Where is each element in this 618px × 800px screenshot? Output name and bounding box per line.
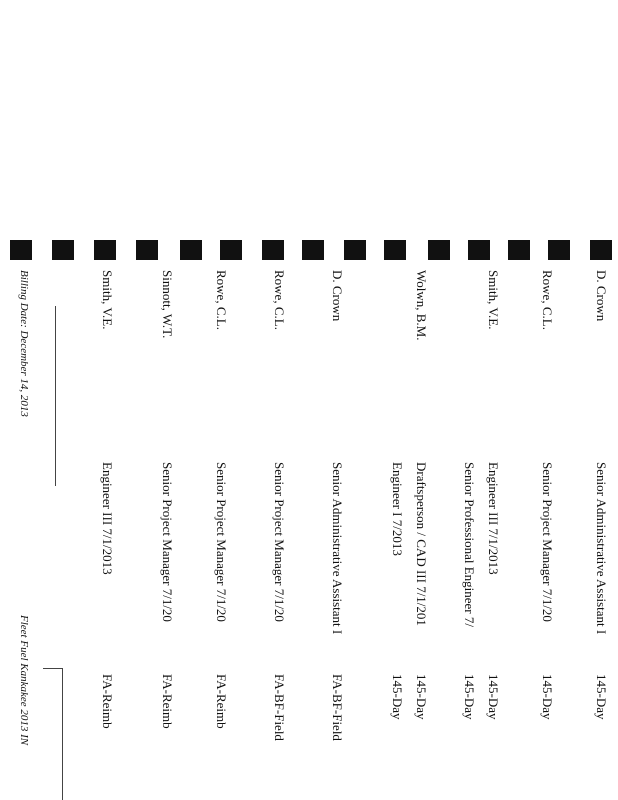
position-title: Senior Project Manager 7/1/20 xyxy=(272,462,287,622)
table-row xyxy=(326,270,348,800)
employee-name: D. Crown xyxy=(594,270,609,322)
billing-code: 145-Day xyxy=(540,674,555,720)
row-marker xyxy=(136,240,158,260)
row-marker xyxy=(468,240,490,260)
billing-code: 145-Day xyxy=(414,674,429,720)
employee-name: Rowe, C.L. xyxy=(540,270,555,330)
divider-line xyxy=(62,668,63,800)
row-marker xyxy=(548,240,570,260)
employee-name: Sinnott, W.T. xyxy=(160,270,175,339)
billing-date: Billing Date: December 14, 2013 xyxy=(18,270,30,417)
divider-line xyxy=(43,668,63,669)
table-row xyxy=(156,270,178,800)
row-marker xyxy=(344,240,366,260)
position-title: Draftsperson / CAD III 7/1/201 xyxy=(414,462,429,626)
table-row xyxy=(536,270,558,800)
employee-name: Wolwn, B.M. xyxy=(414,270,429,341)
row-markers xyxy=(0,240,618,262)
row-marker xyxy=(52,240,74,260)
position-title: Senior Project Manager 7/1/20 xyxy=(540,462,555,622)
row-marker xyxy=(508,240,530,260)
row-marker xyxy=(302,240,324,260)
position-title: Senior Project Manager 7/1/20 xyxy=(214,462,229,622)
row-marker xyxy=(428,240,450,260)
project-name: Fleet Fuel Kankakee 2013 IN xyxy=(18,615,30,746)
employee-name: Rowe, C.L. xyxy=(272,270,287,330)
table-row xyxy=(410,270,432,800)
billing-code: 145-Day xyxy=(390,674,405,720)
billing-code: FA-BF-Field xyxy=(330,674,345,741)
table-row xyxy=(590,270,612,800)
table-row xyxy=(210,270,232,800)
position-title: Senior Administrative Assistant I xyxy=(330,462,345,635)
employee-name: Rowe, C.L. xyxy=(214,270,229,330)
employee-name: Smith, V.E. xyxy=(100,270,115,330)
position-title: Senior Professional Engineer 7/ xyxy=(462,462,477,627)
billing-code: FA-Reimb xyxy=(214,674,229,729)
table-row xyxy=(268,270,290,800)
position-title: Senior Administrative Assistant I xyxy=(594,462,609,635)
row-marker xyxy=(590,240,612,260)
row-marker xyxy=(262,240,284,260)
table-row xyxy=(458,270,480,800)
row-marker xyxy=(220,240,242,260)
billing-code: 145-Day xyxy=(486,674,501,720)
employee-name: Smith, V.E. xyxy=(486,270,501,330)
position-title: Engineer I 7/2013 xyxy=(390,462,405,556)
billing-code: 145-Day xyxy=(594,674,609,720)
row-marker xyxy=(384,240,406,260)
table-row xyxy=(386,270,408,800)
table-row xyxy=(96,270,118,800)
row-marker xyxy=(94,240,116,260)
position-title: Engineer III 7/1/2013 xyxy=(100,462,115,575)
position-title: Senior Project Manager 7/1/20 xyxy=(160,462,175,622)
table-row xyxy=(482,270,504,800)
row-marker xyxy=(10,240,32,260)
divider-line xyxy=(55,306,56,486)
row-marker xyxy=(180,240,202,260)
position-title: Engineer III 7/1/2013 xyxy=(486,462,501,575)
billing-code: FA-Reimb xyxy=(160,674,175,729)
billing-code: 145-Day xyxy=(462,674,477,720)
employee-name: D. Crown xyxy=(330,270,345,322)
billing-code: FA-BF-Field xyxy=(272,674,287,741)
billing-code: FA-Reimb xyxy=(100,674,115,729)
